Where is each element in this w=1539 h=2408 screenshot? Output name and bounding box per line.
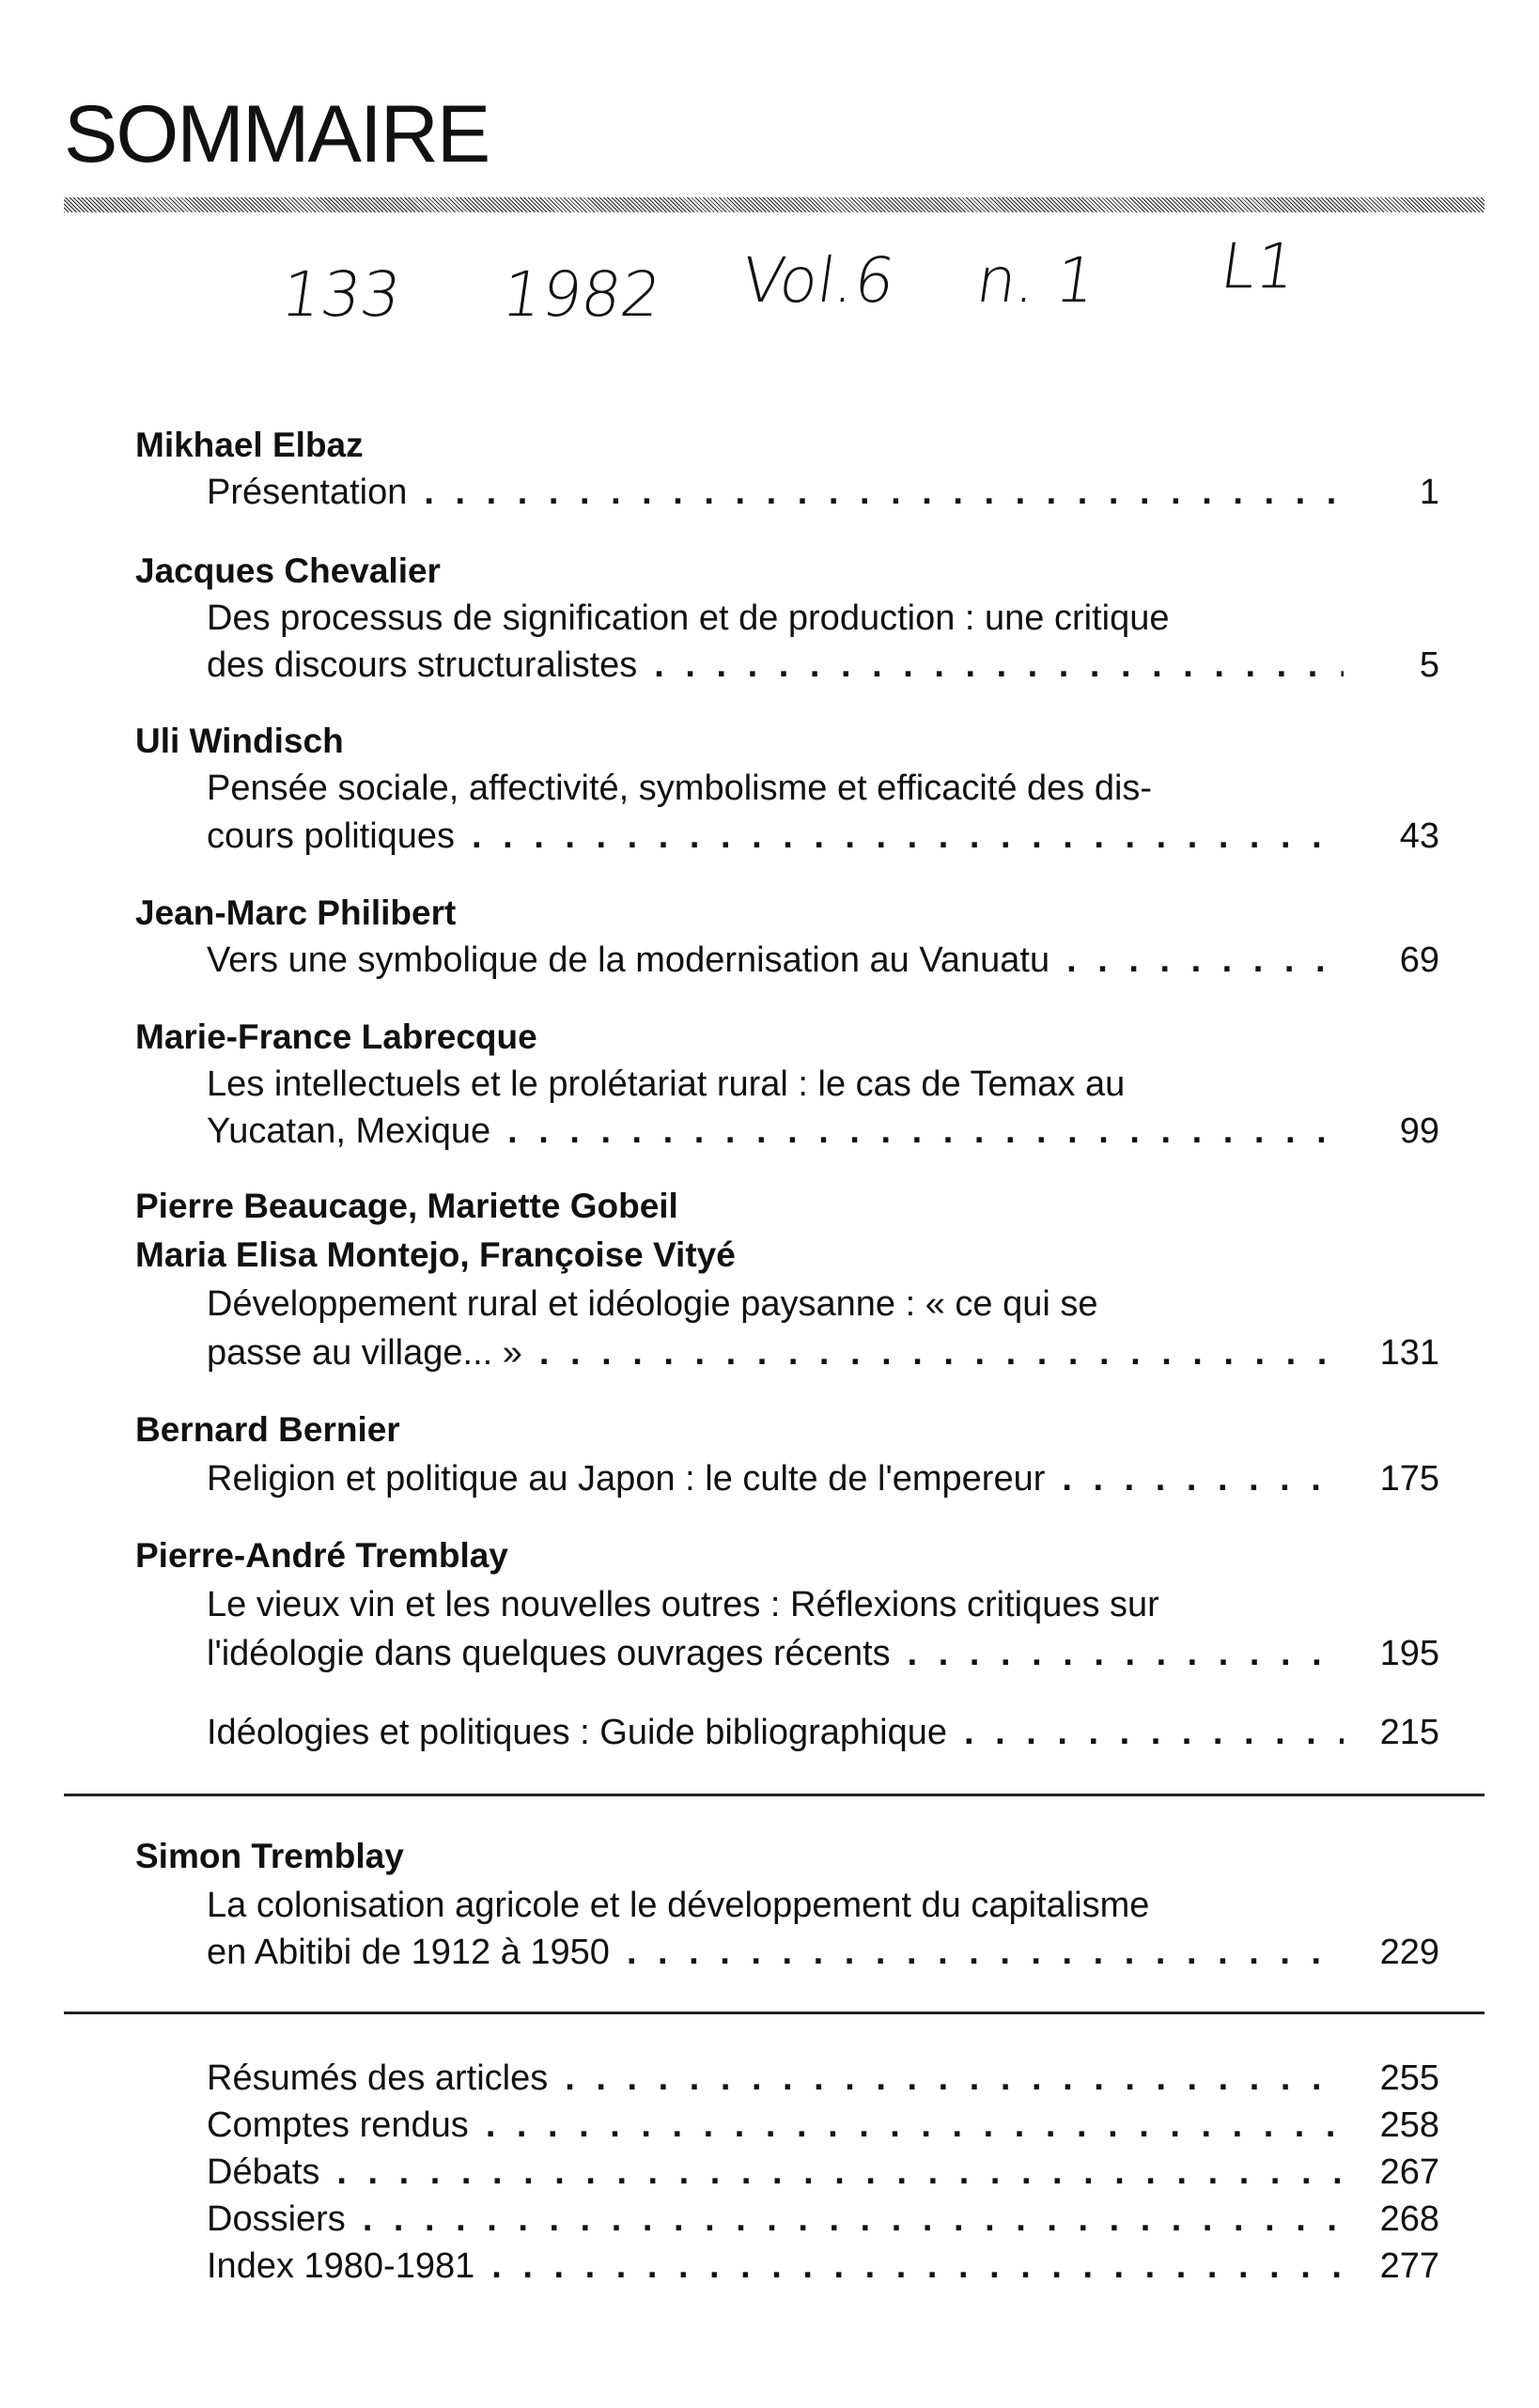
entry-title-line: Des processus de signification et de production : une critique [207,598,1170,638]
entry-author: Pierre Beaucage, Mariette Gobeil [135,1187,678,1225]
back-matter-label: Index 1980-1981 [207,2246,475,2286]
back-matter-label: Résumés des articles [207,2058,549,2098]
dot-leader [507,1107,1344,1156]
entry-title: Idéologies et politiques : Guide bibliographique [207,1713,947,1752]
toc-entry-line[interactable] [207,1708,1439,1757]
entry-title: en Abitibi de 1912 à 1950 [207,1933,610,1972]
back-matter-item[interactable] [207,2242,1439,2291]
page-number: 229 [1379,1933,1439,1972]
handwritten-issue: n. 1 [972,244,1101,317]
back-matter-item[interactable] [207,2054,1439,2103]
dot-leader [627,1928,1344,1977]
page-number: 215 [1379,1713,1439,1752]
handwritten-volume: Vol.6 [737,244,900,317]
page-number: 99 [1399,1111,1439,1151]
page-number: 255 [1379,2058,1439,2098]
entry-title: l'idéologie dans quelques ouvrages récents [207,1634,891,1673]
entry-author: Jean-Marc Philibert [135,893,457,932]
toc-entry-line[interactable] [207,1629,1439,1678]
page-number: 267 [1379,2152,1439,2192]
back-matter-item[interactable] [207,2148,1439,2197]
toc-entry-line[interactable] [207,1328,1439,1377]
dot-leader [539,1328,1344,1377]
entry-author: Bernard Bernier [135,1410,400,1449]
entry-author: Mikhael Elbaz [135,426,364,464]
page-number: 69 [1399,940,1439,980]
entry-author: Simon Tremblay [135,1837,404,1875]
entry-author: Marie-France Labrecque [135,1018,537,1056]
back-matter-label: Débats [207,2152,320,2192]
entry-title: Vers une symbolique de la modernisation au Vanuatu [207,940,1050,980]
section-divider [64,1794,1485,1796]
dot-leader [472,812,1344,861]
toc-entry-line[interactable] [207,641,1439,690]
handwritten-note [276,230,1409,362]
toc-entry-line[interactable] [207,1107,1439,1156]
toc-entry-line[interactable] [207,1454,1439,1503]
entry-title-line: La colonisation agricole et le développement du capitalisme [207,1886,1150,1925]
entry-title: Religion et politique au Japon : le culte de l'empereur [207,1459,1046,1499]
section-divider [64,2012,1485,2014]
handwritten-year: 1982 [497,258,666,331]
page-number: 131 [1379,1333,1439,1373]
handwritten-code: L1 [1216,230,1301,303]
back-matter-item[interactable] [207,2101,1439,2150]
entry-title-line: Le vieux vin et les nouvelles outres : Réflexions critiques sur [207,1585,1159,1624]
back-matter-label: Comptes rendus [207,2105,469,2145]
entry-author: Jacques Chevalier [135,552,441,590]
page-title: SOMMAIRE [64,89,490,179]
dot-leader [1066,936,1344,985]
dot-leader [424,468,1344,517]
entry-title: passe au village... » [207,1333,522,1373]
dot-leader [486,2101,1344,2150]
title-rule [64,197,1485,212]
dot-leader [363,2195,1344,2244]
page-number: 258 [1379,2105,1439,2145]
entry-title: Présentation [207,473,408,512]
entry-title: des discours structuralistes [207,645,638,685]
page-number: 195 [1379,1634,1439,1673]
handwritten-number: 133 [276,258,406,331]
entry-title: cours politiques [207,816,456,856]
entry-title-line: Pensée sociale, affectivité, symbolisme et efficacité des dis- [207,769,1153,808]
page-number: 268 [1379,2199,1439,2239]
entry-title-line: Développement rural et idéologie paysanne : « ce qui se [207,1284,1098,1324]
toc-entry-line[interactable] [207,1928,1439,1977]
entry-title-line: Les intellectuels et le prolétariat rural : le cas de Temax au [207,1064,1126,1104]
dot-leader [565,2054,1344,2103]
page-number: 1 [1419,473,1439,512]
dot-leader [654,641,1344,690]
dot-leader [491,2242,1344,2291]
back-matter-label: Dossiers [207,2199,346,2239]
toc-entry-line[interactable] [207,468,1439,517]
page-number: 43 [1399,816,1439,856]
page-number: 175 [1379,1459,1439,1499]
entry-author-continued: Maria Elisa Montejo, Françoise Vityé [135,1235,736,1274]
entry-title: Yucatan, Mexique [207,1111,491,1151]
toc-entry-line[interactable] [207,812,1439,861]
page-number: 5 [1419,645,1439,685]
dot-leader [1062,1454,1344,1503]
entry-author: Uli Windisch [135,722,344,760]
toc-entry-line[interactable] [207,936,1439,985]
dot-leader [908,1629,1344,1678]
back-matter-item[interactable] [207,2195,1439,2244]
page-number: 277 [1379,2246,1439,2286]
entry-author: Pierre-André Tremblay [135,1536,508,1575]
dot-leader [964,1708,1344,1757]
dot-leader [336,2148,1344,2197]
